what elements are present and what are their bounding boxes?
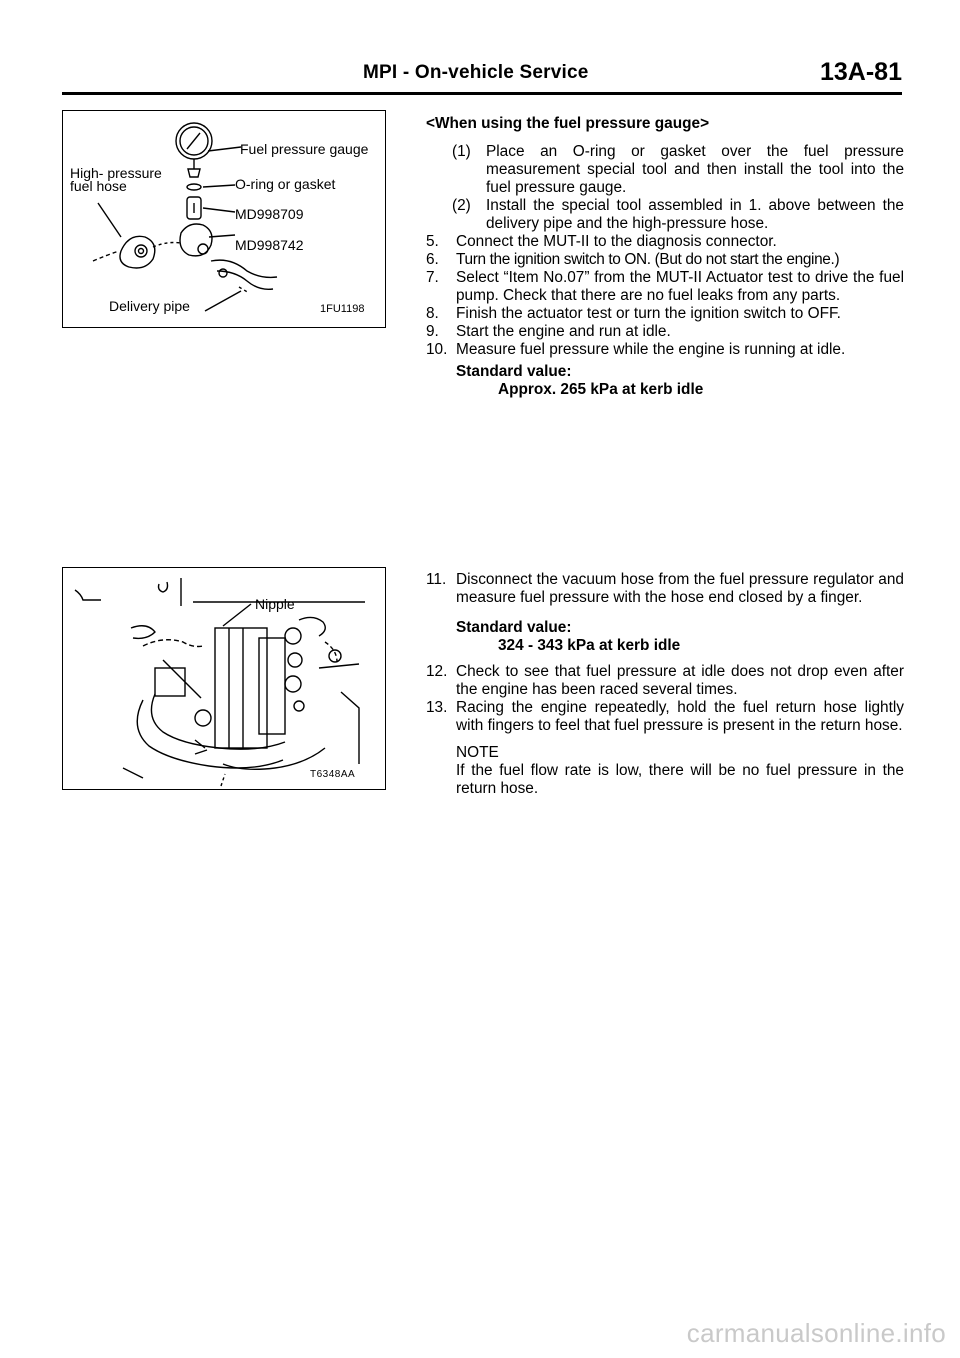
- note-label: NOTE: [456, 744, 499, 761]
- label-md998709: MD998709: [235, 206, 304, 222]
- step-number: 10.: [426, 341, 448, 358]
- step-10: [426, 341, 904, 359]
- step-text: Racing the engine repeatedly, hold the fuel return hose lightly with fingers to feel that fuel pressure is present in the return hose.: [456, 699, 904, 734]
- gauge-heading: <When using the fuel pressure gauge>: [426, 115, 710, 132]
- section-title: MPI - On-vehicle Service: [363, 62, 589, 83]
- step-11: [426, 571, 904, 607]
- step-7: [426, 269, 904, 305]
- step-number: 12.: [426, 663, 448, 680]
- label-delivery-pipe: Delivery pipe: [109, 298, 190, 314]
- sub-step-number: (2): [452, 197, 471, 214]
- step-text: Check to see that fuel pressure at idle does not drop even after the engine has been raced several times.: [456, 663, 904, 698]
- figure-code: T6348AA: [310, 769, 356, 780]
- procedure-block-1: [426, 115, 904, 407]
- standard-value-label: Standard value:: [456, 619, 572, 636]
- sub-step-text: Install the special tool assembled in 1. above between the delivery pipe and the high-pressure hose.: [486, 197, 904, 232]
- step-number: 11.: [426, 571, 447, 588]
- step-text: Disconnect the vacuum hose from the fuel pressure regulator and measure fuel pressure with the hose end closed by a finger.: [456, 571, 904, 606]
- page-number: 13A-81: [820, 58, 902, 86]
- step-5: [426, 233, 904, 251]
- sub-step-2: [426, 197, 904, 233]
- step-9: [426, 323, 904, 341]
- sub-step-1: [426, 143, 904, 197]
- step-number: 9.: [426, 323, 439, 340]
- standard-value: Approx. 265 kPa at kerb idle: [498, 381, 704, 398]
- label-high-pressure: High- pressure: [70, 165, 162, 181]
- step-text: Measure fuel pressure while the engine is running at idle.: [456, 341, 846, 358]
- step-number: 6.: [426, 251, 439, 268]
- label-o-ring: O-ring or gasket: [235, 176, 336, 192]
- step-text: Finish the actuator test or turn the ignition switch to OFF.: [456, 305, 841, 322]
- watermark: carmanualsonline.info: [686, 1318, 946, 1348]
- step-8: [426, 305, 904, 323]
- step-6: [426, 251, 904, 269]
- step-13: [426, 699, 904, 735]
- note-text: If the fuel flow rate is low, there will be no fuel pressure in the return hose.: [456, 762, 904, 797]
- procedure-block-2: [426, 571, 904, 798]
- step-text: Select “Item No.07” from the MUT-II Actuator test to drive the fuel pump. Check that there are no fuel leaks from any parts.: [456, 269, 904, 304]
- figure-fuel-pressure-gauge: [62, 110, 386, 328]
- regulator-illustration: [63, 568, 385, 789]
- sub-step-number: (1): [452, 143, 471, 160]
- label-nipple: Nipple: [255, 596, 295, 612]
- step-number: 8.: [426, 305, 439, 322]
- step-number: 7.: [426, 269, 439, 286]
- sub-step-text: Place an O-ring or gasket over the fuel pressure measurement special tool and then install the tool into the fuel pressure gauge.: [486, 143, 904, 196]
- step-text: Start the engine and run at idle.: [456, 323, 671, 340]
- step-12: [426, 663, 904, 699]
- standard-value: 324 - 343 kPa at kerb idle: [498, 637, 681, 654]
- figure-code: 1FU1198: [320, 303, 365, 315]
- label-md998742: MD998742: [235, 237, 304, 253]
- header-rule: [62, 92, 902, 95]
- step-number: 13.: [426, 699, 448, 716]
- step-text: Turn the ignition switch to ON. (But do not start the engine.): [456, 251, 840, 268]
- label-fuel-hose: fuel hose: [70, 178, 127, 194]
- step-number: 5.: [426, 233, 439, 250]
- label-fuel-pressure-gauge: Fuel pressure gauge: [240, 141, 369, 157]
- figure-regulator-nipple: [62, 567, 386, 790]
- step-text: Connect the MUT-II to the diagnosis connector.: [456, 233, 777, 250]
- standard-value-label: Standard value:: [456, 363, 572, 380]
